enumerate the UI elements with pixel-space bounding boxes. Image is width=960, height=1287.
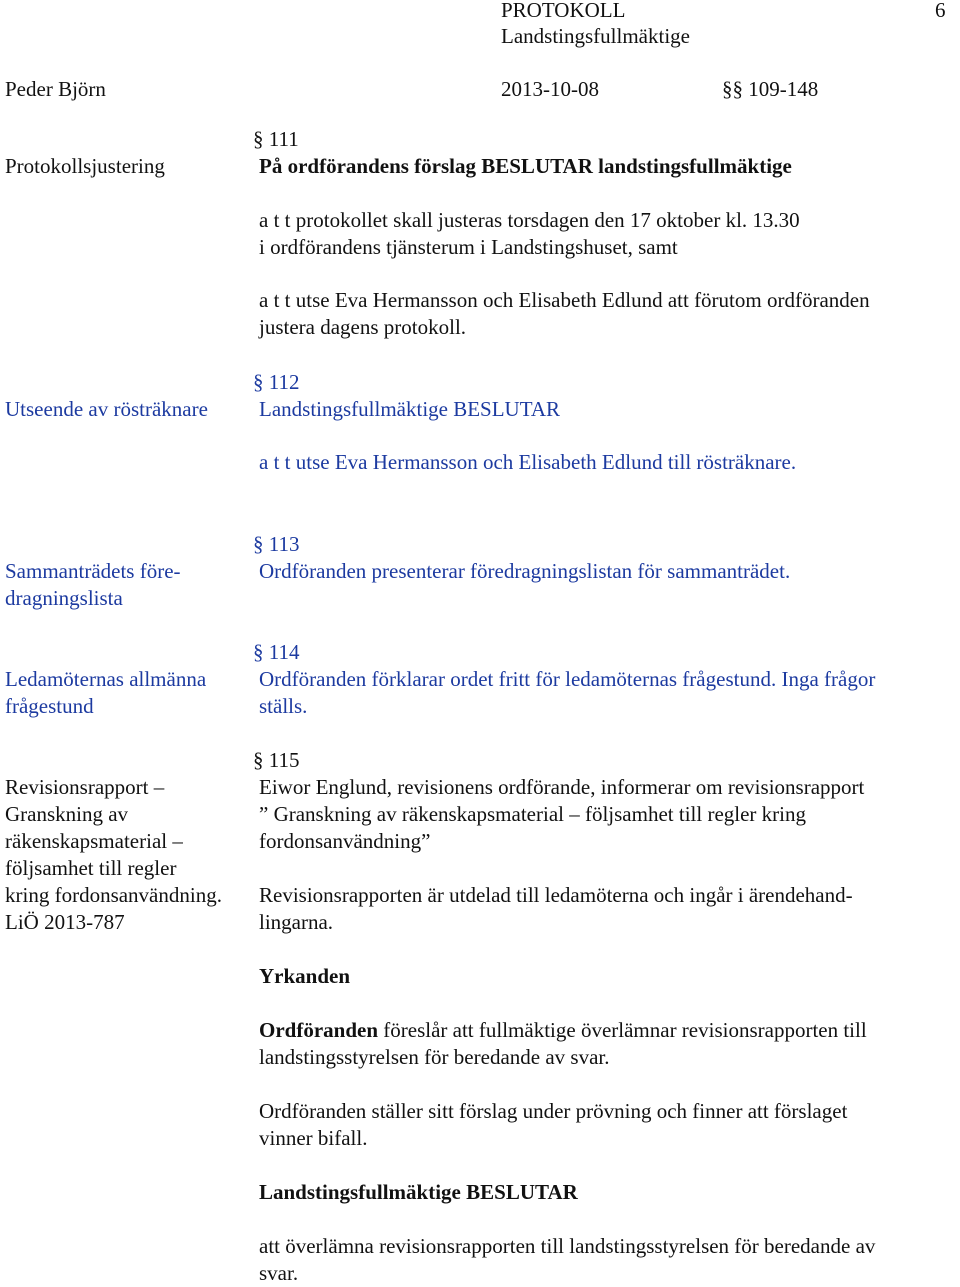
section-112-line: a t t utse Eva Hermansson och Elisabeth Edlund till rösträknare. — [259, 450, 797, 474]
meeting-date: 2013-10-08 — [501, 77, 599, 101]
margin-label-revisionsrapport: räkenskapsmaterial – — [5, 829, 183, 853]
section-115-line: Eiwor Englund, revisionens ordförande, informerar om revisionsrapport — [259, 775, 865, 799]
margin-label-foredragningslista: dragningslista — [5, 586, 123, 610]
section-115-line: fordonsanvändning” — [259, 829, 431, 853]
document-type: PROTOKOLL — [501, 0, 626, 22]
section-111-line: a t t utse Eva Hermansson och Elisabeth Edlund att förutom ordföranden — [259, 288, 870, 312]
organization-name: Landstingsfullmäktige — [501, 24, 690, 48]
margin-label-fragestund: frågestund — [5, 694, 94, 718]
section-114-line: Ordföranden förklarar ordet fritt för ledamöternas frågestund. Inga frågor — [259, 667, 876, 691]
section-115-line: ” Granskning av räkenskapsmaterial – följsamhet till regler kring — [259, 802, 806, 826]
margin-label-revisionsrapport: kring fordonsanvändning. — [5, 883, 222, 907]
section-heading-111: På ordförandens förslag BESLUTAR landstingsfullmäktige — [259, 154, 792, 178]
margin-label-protokollsjustering: Protokollsjustering — [5, 154, 165, 178]
yrkanden-heading: Yrkanden — [259, 964, 351, 988]
section-111-line: justera dagens protokoll. — [259, 315, 467, 339]
approval-line: Ordföranden ställer sitt förslag under prövning och finner att förslaget — [259, 1099, 848, 1123]
decision-line: att överlämna revisionsrapporten till landstingsstyrelsen för beredande av — [259, 1234, 876, 1258]
section-111-line: i ordförandens tjänsterum i Landstingshuset, samt — [259, 235, 678, 259]
margin-label-revisionsrapport: Revisionsrapport – — [5, 775, 165, 799]
proposal-line: landstingsstyrelsen för beredande av svar. — [259, 1045, 610, 1069]
page-number: 6 — [935, 0, 946, 22]
section-number-114: § 114 — [253, 640, 300, 664]
section-range: §§ 109-148 — [722, 77, 819, 101]
section-113-line: Ordföranden presenterar föredragningslistan för sammanträdet. — [259, 559, 791, 583]
section-114-line: ställs. — [259, 694, 308, 718]
margin-label-diarienummer: LiÖ 2013-787 — [5, 910, 125, 934]
proposal-line — [259, 1017, 867, 1044]
person-name: Peder Björn — [5, 77, 106, 101]
section-number-115: § 115 — [253, 748, 300, 772]
section-number-111: § 111 — [253, 127, 299, 151]
decision-line: svar. — [259, 1261, 299, 1285]
section-115-line: lingarna. — [259, 910, 334, 934]
margin-label-fragestund: Ledamöternas allmänna — [5, 667, 207, 691]
proposal-speaker: Ordföranden — [259, 1018, 379, 1042]
section-number-113: § 113 — [253, 532, 300, 556]
margin-label-revisionsrapport: följsamhet till regler — [5, 856, 177, 880]
margin-label-revisionsrapport: Granskning av — [5, 802, 129, 826]
decision-heading: Landstingsfullmäktige BESLUTAR — [259, 1180, 578, 1204]
section-number-112: § 112 — [253, 370, 300, 394]
proposal-text: föreslår att fullmäktige överlämnar revisionsrapporten till — [383, 1018, 867, 1042]
section-115-line: Revisionsrapporten är utdelad till ledamöterna och ingår i ärendehand- — [259, 883, 853, 907]
margin-label-rostraknare: Utseende av rösträknare — [5, 397, 208, 421]
section-111-line: a t t protokollet skall justeras torsdagen den 17 oktober kl. 13.30 — [259, 208, 800, 232]
section-heading-112: Landstingsfullmäktige BESLUTAR — [259, 397, 561, 421]
margin-label-foredragningslista: Sammanträdets före- — [5, 559, 181, 583]
approval-line: vinner bifall. — [259, 1126, 368, 1150]
